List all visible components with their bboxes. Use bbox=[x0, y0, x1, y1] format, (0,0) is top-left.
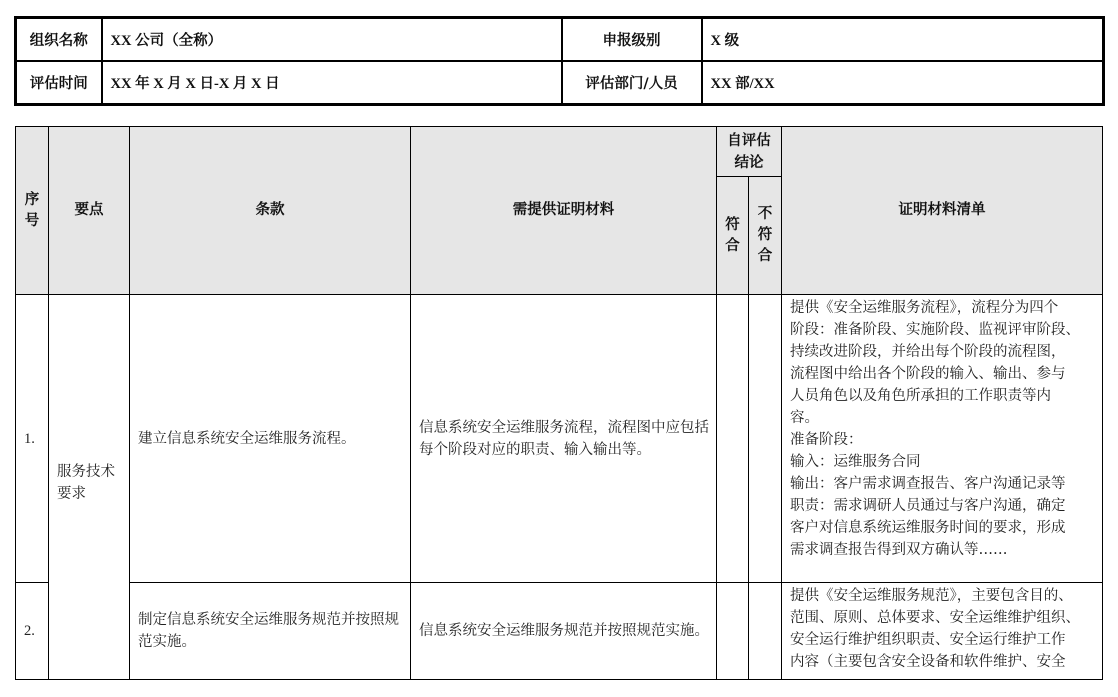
evidence-line: 客户对信息系统运维服务时间的要求，形成 bbox=[790, 520, 1066, 536]
evidence-line: 输入：运维服务合同 bbox=[790, 454, 921, 470]
table-row bbox=[16, 295, 1103, 583]
not-conform-checkbox-cell[interactable] bbox=[749, 295, 782, 583]
header-self-eval: 自评估结论 bbox=[717, 127, 782, 177]
eval-dept-value: XX 部/XX bbox=[702, 61, 1104, 105]
evidence-list-cell bbox=[782, 583, 1103, 680]
evidence-line: 流程图中给出各个阶段的输入、输出、参与 bbox=[790, 366, 1066, 382]
assessment-info-table bbox=[14, 16, 1105, 106]
evidence-line: 安全运行维护组织职责、安全运行维护工作 bbox=[790, 632, 1066, 648]
evidence-line: 人员角色以及角色所承担的工作职责等内 bbox=[790, 388, 1051, 404]
header-required-evidence: 需提供证明材料 bbox=[411, 127, 717, 295]
evidence-line: 需求调查报告得到双方确认等…… bbox=[790, 542, 1008, 558]
evidence-line: 持续改进阶段，并给出每个阶段的流程图， bbox=[790, 344, 1066, 360]
evidence-line: 提供《安全运维服务流程》，流程分为四个 bbox=[790, 300, 1059, 316]
level-label: 申报级别 bbox=[562, 18, 702, 62]
evidence-line: 职责：需求调研人员通过与客户沟通，确定 bbox=[790, 498, 1066, 514]
header-evidence-list: 证明材料清单 bbox=[782, 127, 1103, 295]
table-row bbox=[16, 583, 1103, 680]
evidence-line: 提供《安全运维服务规范》，主要包含目的、 bbox=[790, 588, 1073, 604]
evidence-line: 输出：客户需求调查报告、客户沟通记录等 bbox=[790, 476, 1066, 492]
header-conform: 符合 bbox=[717, 177, 749, 295]
evidence-line: 内容（主要包含安全设备和软件维护、安全 bbox=[790, 654, 1066, 670]
header-row-top bbox=[16, 127, 1103, 177]
header-index: 序号 bbox=[16, 127, 49, 295]
eval-dept-label: 评估部门/人员 bbox=[562, 61, 702, 105]
evidence-line: 准备阶段： bbox=[790, 432, 863, 448]
required-evidence-cell: 信息系统安全运维服务规范并按照规范实施。 bbox=[411, 583, 717, 680]
assessment-checklist-table bbox=[15, 126, 1103, 680]
evidence-line: 阶段：准备阶段、实施阶段、监视评审阶段、 bbox=[790, 322, 1080, 338]
key-point-cell: 服务技术要求 bbox=[49, 295, 130, 680]
header-key-point: 要点 bbox=[49, 127, 130, 295]
required-evidence-cell: 信息系统安全运维服务流程，流程图中应包括每个阶段对应的职责、输入输出等。 bbox=[411, 295, 717, 583]
conform-checkbox-cell[interactable] bbox=[717, 583, 749, 680]
org-name-label: 组织名称 bbox=[16, 18, 102, 62]
org-name-value: XX 公司（全称） bbox=[102, 18, 562, 62]
evidence-list-cell bbox=[782, 295, 1103, 583]
level-value: X 级 bbox=[702, 18, 1104, 62]
clause-cell: 制定信息系统安全运维服务规范并按照规范实施。 bbox=[130, 583, 411, 680]
row-index: 2. bbox=[16, 583, 49, 680]
header-not-conform: 不符合 bbox=[749, 177, 782, 295]
info-row-org bbox=[16, 18, 1104, 62]
row-index: 1. bbox=[16, 295, 49, 583]
not-conform-checkbox-cell[interactable] bbox=[749, 583, 782, 680]
clause-cell: 建立信息系统安全运维服务流程。 bbox=[130, 295, 411, 583]
eval-time-label: 评估时间 bbox=[16, 61, 102, 105]
info-row-eval bbox=[16, 61, 1104, 105]
header-clause: 条款 bbox=[130, 127, 411, 295]
conform-checkbox-cell[interactable] bbox=[717, 295, 749, 583]
evidence-line: 容。 bbox=[790, 410, 819, 426]
evidence-line: 范围、原则、总体要求、安全运维维护组织、 bbox=[790, 610, 1080, 626]
eval-time-value: XX 年 X 月 X 日-X 月 X 日 bbox=[102, 61, 562, 105]
